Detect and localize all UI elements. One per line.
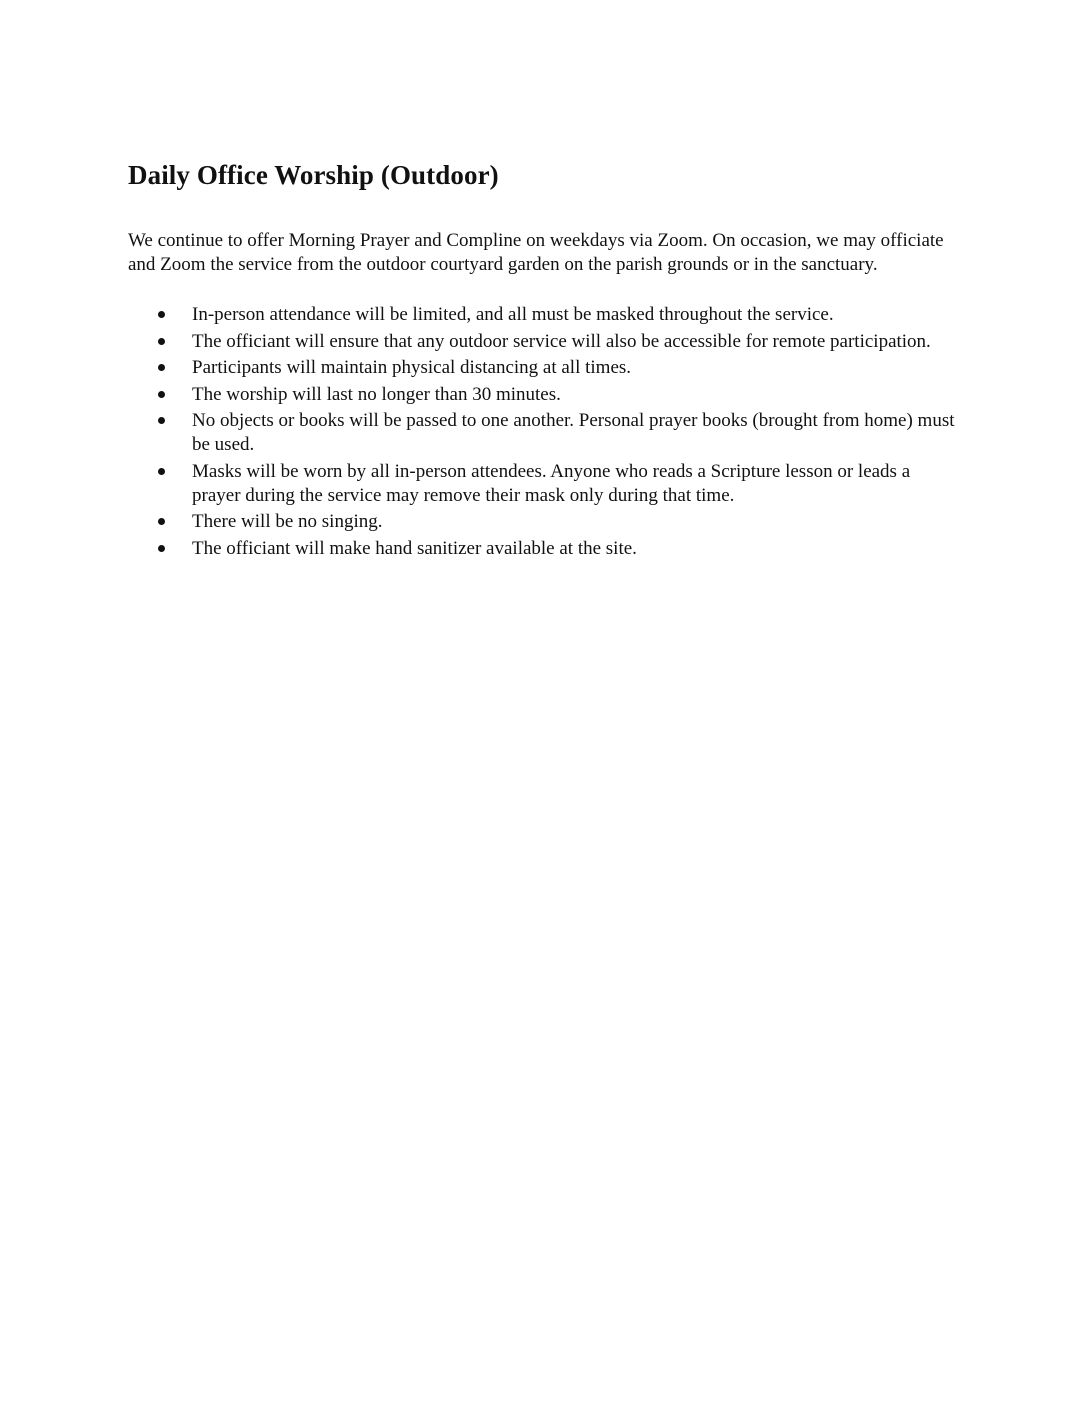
list-item [128, 460, 958, 508]
list-item-text: No objects or books will be passed to one another. Personal prayer books (brought from home) must be used. [192, 410, 955, 455]
bullet-icon [158, 518, 165, 525]
list-item [128, 303, 958, 327]
bullet-icon [158, 311, 165, 318]
list-item [128, 383, 958, 407]
page-content [128, 156, 958, 563]
list-item-text: The officiant will ensure that any outdoor service will also be accessible for remote participation. [192, 330, 931, 352]
list-item-text: The worship will last no longer than 30 minutes. [192, 383, 561, 405]
list-item-text: In-person attendance will be limited, and all must be masked throughout the service. [192, 304, 834, 325]
list-item [128, 409, 958, 457]
bullet-icon [158, 417, 165, 424]
list-item [128, 510, 958, 534]
bullet-icon [158, 545, 165, 552]
bullet-icon [158, 338, 165, 345]
bullet-icon [158, 364, 165, 371]
page-title: Daily Office Worship (Outdoor) [128, 160, 499, 190]
list-item-text: Participants will maintain physical distancing at all times. [192, 357, 632, 378]
list-item [128, 537, 958, 561]
intro-paragraph: We continue to offer Morning Prayer and Compline on weekdays via Zoom. On occasion, we may officiate and Zoom the service from the outdoor courtyard garden on the parish grounds or in the sanctuary. [128, 230, 944, 275]
list-item [128, 330, 958, 354]
bullet-icon [158, 468, 165, 475]
list-item-text: Masks will be worn by all in-person attendees. Anyone who reads a Scripture lesson or leads a prayer during the service may remove their mask only during that time. [192, 460, 911, 506]
rules-list [128, 303, 958, 561]
list-item-text: There will be no singing. [192, 511, 383, 532]
list-item-text: The officiant will make hand sanitizer available at the site. [192, 537, 637, 559]
list-item [128, 356, 958, 380]
bullet-icon [158, 391, 165, 398]
